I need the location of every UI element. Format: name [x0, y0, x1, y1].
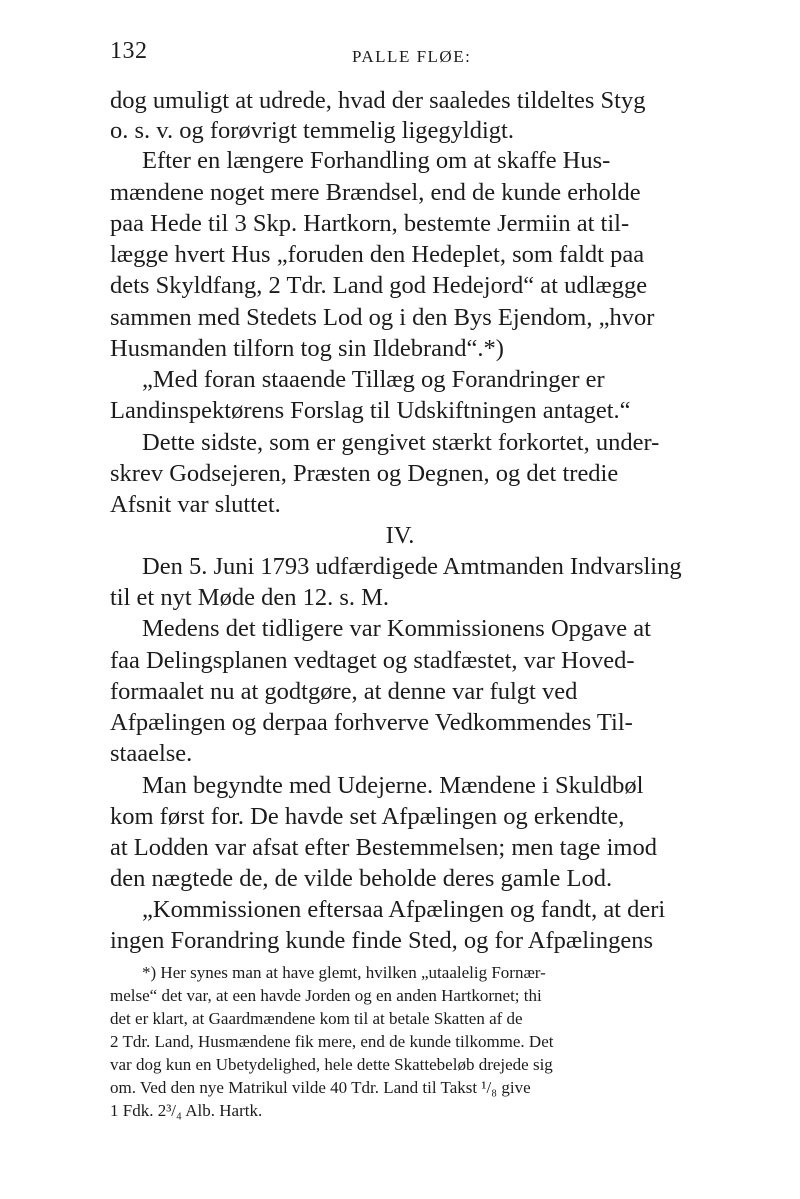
text-line: den nægtede de, de vilde beholde deres gamle Lod. — [110, 865, 613, 892]
footnote-line: det er klart, at Gaardmændene kom til at betale Skatten af de — [110, 1009, 523, 1028]
text-line: staaelse. — [110, 740, 193, 767]
text-line: faa Delingsplanen vedtaget og stadfæstet, var Hoved- — [110, 647, 635, 674]
text-line: til et nyt Møde den 12. s. M. — [110, 584, 390, 611]
text-line: ingen Forandring kunde finde Sted, og for Afpælingens — [110, 927, 654, 954]
text-line: Medens det tidligere var Kommissionens Opgave at — [142, 615, 651, 642]
text-line: Dette sidste, som er gengivet stærkt forkortet, under- — [142, 429, 660, 456]
text-line: paa Hede til 3 Skp. Hartkorn, bestemte Jermiin at til- — [110, 210, 630, 237]
text-line: kom først for. De havde set Afpælingen og erkendte, — [110, 803, 625, 830]
text-line: Landinspektørens Forslag til Udskiftningen antaget.“ — [110, 397, 631, 424]
footnote-line: 2 Tdr. Land, Husmændene fik mere, end de kunde tilkomme. Det — [110, 1032, 554, 1051]
text-line: lægge hvert Hus „foruden den Hedeplet, som faldt paa — [110, 241, 645, 268]
text-line: o. s. v. og forøvrigt temmelig ligegyldigt. — [110, 117, 514, 144]
text-line: Man begyndte med Udejerne. Mændene i Skuldbøl — [142, 772, 644, 799]
section-heading: IV. — [385, 522, 415, 549]
text-line: „Med foran staaende Tillæg og Forandringer er — [142, 366, 605, 393]
footnote-line: var dog kun en Ubetydelighed, hele dette Skattebeløb drejede sig — [110, 1055, 553, 1074]
text-line: dog umuligt at udrede, hvad der saaledes tildeltes Styg — [110, 87, 646, 114]
text-line: mændene noget mere Brændsel, end de kunde erholde — [110, 179, 641, 206]
text-line: dets Skyldfang, 2 Tdr. Land god Hedejord“ at udlægge — [110, 272, 648, 299]
text-line: at Lodden var afsat efter Bestemmelsen; men tage imod — [110, 834, 657, 861]
footnote-line: *) Her synes man at have glemt, hvilken „utaalelig Fornær- — [142, 963, 546, 982]
text-line: formaalet nu at godtgøre, at denne var fulgt ved — [110, 678, 578, 705]
footnote-line: melse“ det var, at een havde Jorden og en anden Hartkornet; thi — [110, 986, 542, 1005]
text-line: Afsnit var sluttet. — [110, 491, 281, 518]
text-line: Afpælingen og derpaa forhverve Vedkommendes Til- — [110, 709, 633, 736]
footnote-line: om. Ved den nye Matrikul vilde 40 Tdr. Land til Takst ¹/₈ give — [110, 1078, 531, 1097]
text-line: Efter en længere Forhandling om at skaffe Hus- — [142, 147, 611, 174]
text-line: skrev Godsejeren, Præsten og Degnen, og det tredie — [110, 460, 619, 487]
running-head: PALLE FLØE: — [352, 47, 472, 66]
text-line: sammen med Stedets Lod og i den Bys Ejendom, „hvor — [110, 304, 655, 331]
text-line: „Kommissionen eftersaa Afpælingen og fandt, at deri — [142, 896, 666, 923]
text-line: Husmanden tilforn tog sin Ildebrand“.*) — [110, 335, 504, 362]
page-number: 132 — [110, 38, 148, 64]
text-line: Den 5. Juni 1793 udfærdigede Amtmanden Indvarsling — [142, 553, 682, 580]
footnote-line: 1 Fdk. 2³/₄ Alb. Hartk. — [110, 1101, 263, 1120]
